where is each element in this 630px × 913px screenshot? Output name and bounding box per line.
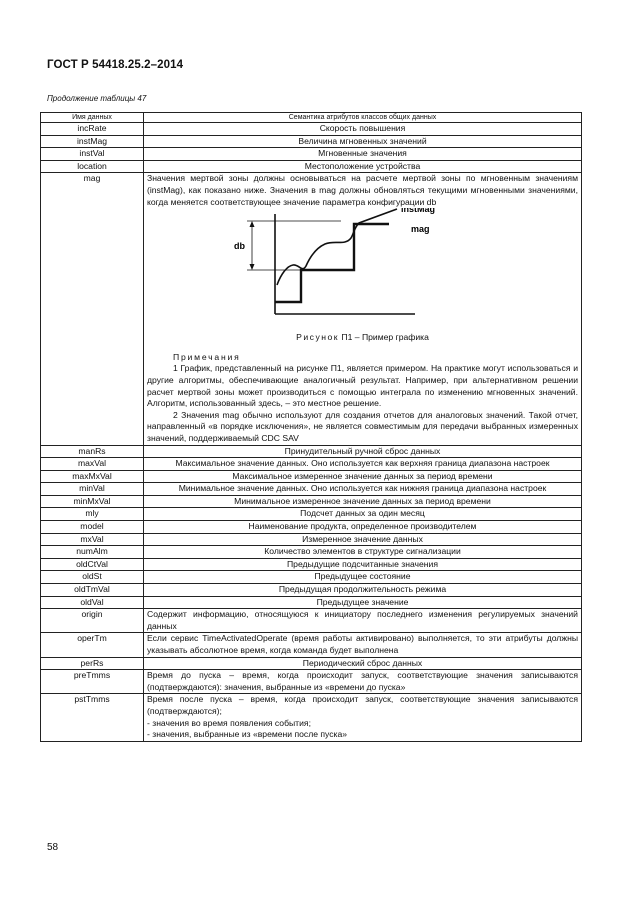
- row-name: oldTmVal: [41, 584, 144, 597]
- row-name: minMxVal: [41, 495, 144, 508]
- table-row: [41, 609, 582, 633]
- row-desc: Время до пуска – время, когда происходит запуск, соответствующие значения записываются (подтверждаются): значения, выбранные из «времени до пуска»: [144, 670, 582, 694]
- row-desc: Наименование продукта, определенное производителем: [144, 521, 582, 534]
- table-row: [41, 546, 582, 559]
- row-name: oldSt: [41, 571, 144, 584]
- label-db: db: [233, 241, 245, 252]
- row-name: mly: [41, 508, 144, 521]
- row-name: instVal: [41, 148, 144, 161]
- row-name: model: [41, 521, 144, 534]
- table-header-row: [41, 113, 582, 123]
- row-desc: Максимальное значение данных. Оно используется как верхняя граница диапазона настроек: [144, 458, 582, 471]
- figure-caption-prefix: Рисунок: [296, 332, 340, 343]
- note-2: 2 Значения mag обычно используют для создания отчетов для аналоговых значений. Такой отчет, направленный «в порядке исключения», не является совместимым для передачи выбранных измеренных значений, поддерживаемый CDC SAV: [147, 409, 578, 443]
- table-row: [41, 123, 582, 136]
- row-desc: Величина мгновенных значений: [144, 135, 582, 148]
- row-desc: Максимальное измеренное значение данных за период времени: [144, 470, 582, 483]
- table-row: [41, 160, 582, 173]
- mag-paragraph: Значения мертвой зоны должны основываться на расчете мертвой зоны по мгновенным значениям (instMag), как показано ниже. Значения в mag должны обновляться текущими мгновенными значениями, когда меняется соответствующее значение параметра конфигурации db: [147, 173, 578, 207]
- table-row: [41, 558, 582, 571]
- table-row: [41, 135, 582, 148]
- table-row: [41, 633, 582, 657]
- row-name: oldCtVal: [41, 558, 144, 571]
- row-name: maxVal: [41, 458, 144, 471]
- db-arrow-up: [249, 221, 254, 227]
- table-row-mag: [41, 173, 582, 445]
- row-desc: Периодический сброс данных: [144, 657, 582, 670]
- table-row: [41, 584, 582, 597]
- row-name: incRate: [41, 123, 144, 136]
- row-name: operTm: [41, 633, 144, 657]
- mag-step-line: [275, 224, 389, 302]
- row-desc: Минимальное измеренное значение данных за период времени: [144, 495, 582, 508]
- row-desc: Количество элементов в структуре сигнализации: [144, 546, 582, 559]
- row-desc-pstTmms: [144, 694, 582, 741]
- pstTmms-line-3: - значения, выбранные из «времени после пуска»: [147, 729, 348, 740]
- table-continuation-caption: Продолжение таблицы 47: [47, 94, 147, 103]
- table-row: [41, 470, 582, 483]
- table-row: [41, 596, 582, 609]
- column-header-semantics: Семантика атрибутов классов общих данных: [144, 113, 582, 123]
- row-name: mxVal: [41, 533, 144, 546]
- row-desc-mag: [144, 173, 582, 445]
- table-row: [41, 694, 582, 741]
- row-name: mag: [41, 173, 144, 445]
- row-name: origin: [41, 609, 144, 633]
- table-row: [41, 458, 582, 471]
- figure-caption-rest: П1 – Пример графика: [339, 332, 429, 343]
- table-row: [41, 508, 582, 521]
- row-name: manRs: [41, 445, 144, 458]
- pstTmms-line-2: - значения во время появления события;: [147, 717, 311, 728]
- row-desc: Минимальное значение данных. Оно используется как нижняя граница диапазона настроек: [144, 483, 582, 496]
- table-row: [41, 521, 582, 534]
- note-1: 1 График, представленный на рисунке П1, является примером. На практике могут использоваться и другие алгоритмы, обеспечивающие аналогичный результат. Например, при альтернативном решении расчет мертвой зоны может производиться с помощью интеграла по изменению мгновенных значений. Алгоритм, использованный здесь, – это местное решение.: [147, 363, 578, 409]
- row-desc: Мгновенные значения: [144, 148, 582, 161]
- figure-caption: [147, 332, 578, 344]
- row-name: instMag: [41, 135, 144, 148]
- row-name: perRs: [41, 657, 144, 670]
- row-desc: Если сервис TimeActivatedOperate (время работы активировано) выполняется, то эти атрибуты должны указывать абсолютное время, когда команда будет выполнена: [144, 633, 582, 657]
- table-row: [41, 148, 582, 161]
- pstTmms-line-1: Время после пуска – время, когда происходит запуск, соответствующие значения записываются (подтверждаются);: [147, 694, 578, 716]
- row-name: maxMxVal: [41, 470, 144, 483]
- table-row: [41, 445, 582, 458]
- row-name: minVal: [41, 483, 144, 496]
- row-name: oldVal: [41, 596, 144, 609]
- row-desc: Подсчет данных за один месяц: [144, 508, 582, 521]
- row-desc: Местоположение устройства: [144, 160, 582, 173]
- table-row: [41, 495, 582, 508]
- deadband-graph: [153, 208, 573, 328]
- page-number: 58: [47, 842, 59, 853]
- row-desc: Измеренное значение данных: [144, 533, 582, 546]
- deadband-figure: [153, 208, 573, 328]
- row-name: numAlm: [41, 546, 144, 559]
- row-desc: Предыдущее состояние: [144, 571, 582, 584]
- table-row: [41, 670, 582, 694]
- row-desc: Предыдущие подсчитанные значения: [144, 558, 582, 571]
- row-desc: Предыдущее значение: [144, 596, 582, 609]
- row-desc: Принудительный ручной сброс данных: [144, 445, 582, 458]
- instmag-curve: [277, 209, 397, 285]
- row-name: pstTmms: [41, 694, 144, 741]
- label-mag: mag: [410, 224, 430, 235]
- notes-title: Примечания: [173, 351, 241, 362]
- table-row: [41, 483, 582, 496]
- row-desc: Скорость повышения: [144, 123, 582, 136]
- row-desc: Предыдущая продолжительность режима: [144, 584, 582, 597]
- document-header: ГОСТ Р 54418.25.2–2014: [47, 59, 184, 71]
- table-row: [41, 533, 582, 546]
- row-name: location: [41, 160, 144, 173]
- row-desc: Содержит информацию, относящуюся к инициатору последнего изменения регулируемых значений данных: [144, 609, 582, 633]
- attributes-table: [40, 112, 582, 742]
- table-row: [41, 657, 582, 670]
- table-row: [41, 571, 582, 584]
- db-arrow-down: [249, 264, 254, 270]
- label-instmag: instMag: [400, 208, 435, 215]
- column-header-name: Имя данных: [41, 113, 144, 123]
- row-name: preTmms: [41, 670, 144, 694]
